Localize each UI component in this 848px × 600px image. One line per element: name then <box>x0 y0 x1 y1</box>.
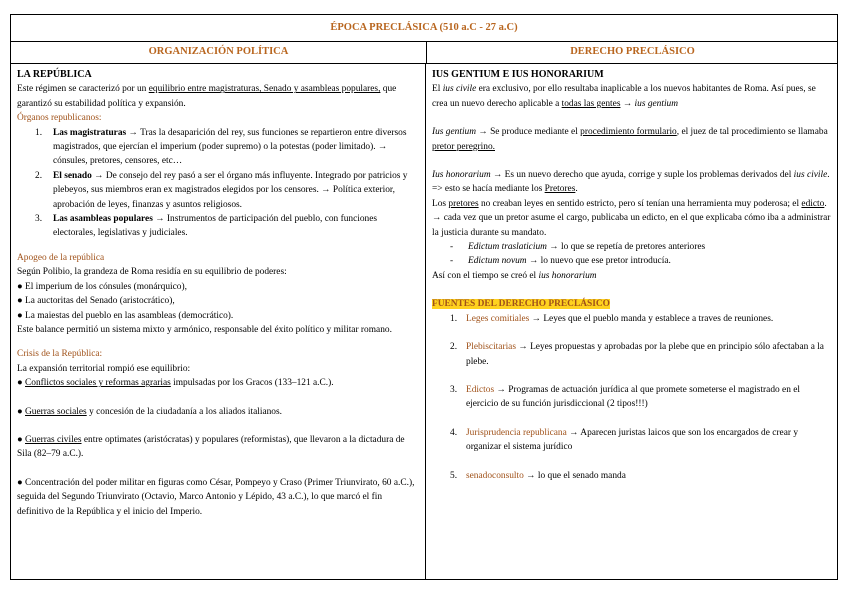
organos-title: Órganos republicanos: <box>17 113 102 124</box>
list-item: 3. Edictos → Programas de actuación jurídica al que promete someterse el magistrado en el ejercicio de su función jurisdiccional (2 tipos!!!) <box>450 384 801 410</box>
list-item: 5. senadoconsulto → lo que el senado manda <box>450 470 626 481</box>
list-item: - Edictum traslaticium → lo que se repetía de pretores anteriores <box>450 242 706 253</box>
list-item: 1. Leges comitiales → Leyes que el pueblo manda y establece a traves de reuniones. <box>450 313 774 324</box>
document-page <box>10 14 838 580</box>
paragraph: Ius honorarium → Es un nuevo derecho que ayuda, corrige y suple los problemas derivados del ius civile. => esto se hacía mediante los Pretores. <box>432 170 830 195</box>
header-right: DERECHO PRECLÁSICO <box>570 46 695 57</box>
apogeo-intro: Según Polibio, la grandeza de Roma residía en su equilibrio de poderes: <box>17 267 287 278</box>
list-item: 3. Las asambleas populares → Instrumentos de participación del pueblo, con funciones electorales, legislativas y judiciales. <box>35 214 378 239</box>
list-item: ● Conflictos sociales y reformas agrarias impulsadas por los Gracos (133–121 a.C.). <box>17 378 334 389</box>
crisis-title: Crisis de la República: <box>17 349 103 360</box>
left-column <box>11 64 426 579</box>
list-item: ● Guerras sociales y concesión de la ciudadanía a los aliados italianos. <box>17 406 282 417</box>
list-item: 2. Plebiscitarias → Leyes propuestas y aprobadas por la plebe que en principio sólo afectaban a la plebe. <box>450 342 824 367</box>
list-item: - Edictum novum → lo nuevo que ese pretor introducía. <box>450 256 671 267</box>
crisis-intro: La expansión territorial rompió ese equilibrio: <box>17 363 191 374</box>
list-item: 4. Jurisprudencia republicana → Aparecen juristas laicos que son los encargados de crear y organizar el sistema jurídico <box>450 427 799 453</box>
edict-list <box>432 240 831 269</box>
right-column <box>426 64 837 579</box>
apogeo-title: Apogeo de la república <box>17 252 105 263</box>
list-item: ● La auctoritas del Senado (aristocrático), <box>17 296 175 307</box>
republica-title: LA REPÚBLICA <box>17 69 92 80</box>
list-item: ● El imperium de los cónsules (monárquico), <box>17 281 187 292</box>
ius-title: IUS GENTIUM E IUS HONORARIUM <box>432 69 604 80</box>
list-item: ● Guerras civiles entre optimates (aristócratas) y populares (reformistas), que llevaron a la dictadura de Sila (82–79 a.C.). <box>17 434 405 460</box>
header-left: ORGANIZACIÓN POLÍTICA <box>11 41 427 63</box>
page-title: ÉPOCA PRECLÁSICA (510 a.C - 27 a.C) <box>11 15 837 42</box>
list-item: ● Concentración del poder militar en figuras como César, Pompeyo y Craso (Primer Triunvirato, 60 a.C.), seguida del Segundo Triunvirato (Octavio, Marco Antonio y Lépido, 43 a.C.), lo que marcó el fin definitivo de la República y el inicio del Imperio. <box>17 477 415 517</box>
list-item: 2. El senado → De consejo del rey pasó a ser el órgano más influyente. Integrado por patricios y plebeyos, sus miembros eran ex magistrados elegidos por los censores. → Política exterior, aprobación de leyes, finanzas y asuntos religiosos. <box>35 170 408 210</box>
paragraph: Así con el tiempo se creó el ius honorarium <box>432 270 597 281</box>
republica-intro: Este régimen se caracterizó por un equilibrio entre magistraturas, Senado y asambleas populares, que garantizó su estabilidad política y expansión. <box>17 84 397 109</box>
fuentes-title: FUENTES DEL DERECHO PRECLÁSICO <box>432 299 610 310</box>
fuentes-list <box>432 312 831 483</box>
paragraph: Ius gentium → Se produce mediante el procedimiento formulario, el juez de tal procedimiento se llamaba pretor peregrino. <box>432 127 828 152</box>
organos-list <box>17 126 419 241</box>
list-item: 1. Las magistraturas → Tras la desaparición del rey, sus funciones se repartieron entre diversos magistrados, que ejercían el imperium (poder supremo) o la potestas (poder limitado). → cónsules, pretores, censores, etc… <box>35 127 407 167</box>
paragraph: El ius civile era exclusivo, por ello resultaba inaplicable a los nuevos habitantes de Roma. Así pues, se crea un nuevo derecho aplicable a todas las gentes → ius gentium <box>432 84 816 109</box>
column-headers <box>11 41 837 64</box>
list-item: ● La maiestas del pueblo en las asambleas (democrático). <box>17 310 234 321</box>
paragraph: Los pretores no creaban leyes en sentido estricto, pero sí tenían una herramienta muy poderosa; el edicto. → cada vez que un pretor asume el cargo, publicaba un edicto, en el que explicaba cómo iba a administrar la justicia durante su mandato. <box>432 198 831 238</box>
apogeo-conclusion: Este balance permitió un sistema mixto y armónico, responsable del éxito político y militar romano. <box>17 324 392 335</box>
